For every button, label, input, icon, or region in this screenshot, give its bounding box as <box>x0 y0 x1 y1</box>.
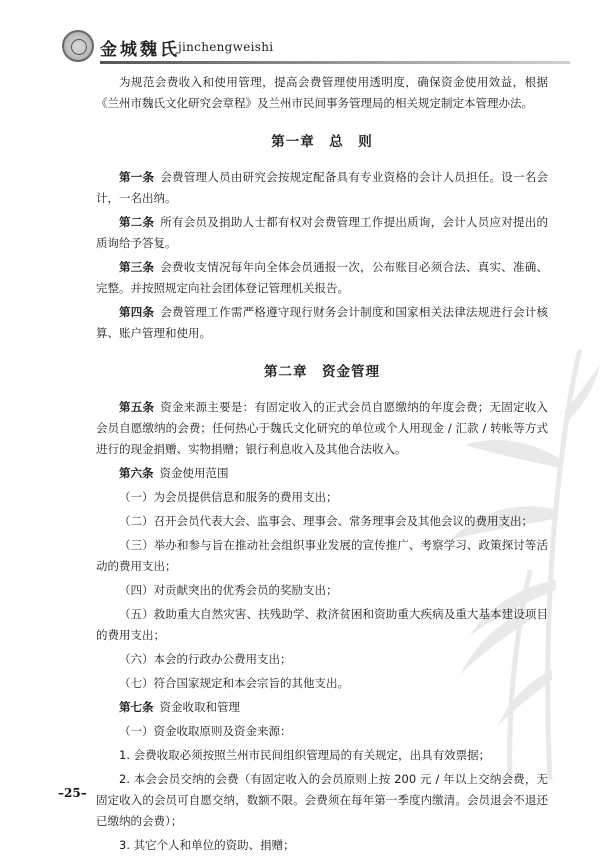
list-item: （六）本会的行政办公费用支出； <box>119 652 292 666</box>
article-label: 第二条 <box>119 215 155 229</box>
article-label: 第四条 <box>119 305 155 319</box>
list-item: （七）符合国家规定和本会宗旨的其他支出。 <box>119 676 349 690</box>
article-text: 会费管理工作需严格遵守现行财务会计制度和国家相关法律法规进行会计核算、账户管理和使用。 <box>96 305 549 340</box>
list-item: 1. 会费收取必须按照兰州市民间组织管理局的有关规定，出具有效票据； <box>119 748 491 762</box>
intro-paragraph: 为规范会费收入和使用管理，提高会费管理使用透明度，确保资金使用效益，根据《兰州市魏氏文化研究会章程》及兰州市民间事务管理局的相关规定制定本管理办法。 <box>96 75 548 110</box>
page-header <box>0 28 600 68</box>
page-number: –25– <box>58 786 87 800</box>
document-body <box>96 72 548 859</box>
chapter-2-title: 第二章 资金管理 <box>264 364 380 380</box>
article-3 <box>96 257 548 299</box>
article-7 <box>96 697 548 718</box>
header-rule <box>100 61 570 64</box>
article-text: 资金来源主要是：有固定收入的正式会员自愿缴纳的年度会费；无固定收入会员自愿缴纳的会费；任何热心于魏氏文化研究的单位或个人用现金 / 汇款 / 转帐等方式进行的现金捐赠、实物捐赠；银行利息收入及其他合法收入。 <box>96 400 549 456</box>
header-title-en: jinchengweishi <box>178 40 274 54</box>
article-label: 第七条 <box>119 700 154 714</box>
article-label: 第一条 <box>119 170 155 184</box>
article-2 <box>96 212 548 254</box>
article-text: 会费管理人员由研究会按规定配备具有专业资格的会计人员担任。设一名会计，一名出纳。 <box>96 170 549 205</box>
article-5 <box>96 397 548 460</box>
seal-logo-icon <box>62 30 94 62</box>
article-text: 资金使用范围 <box>159 466 229 480</box>
article-label: 第五条 <box>119 400 155 414</box>
chapter-1-title: 第一章 总 则 <box>271 134 373 150</box>
article-1 <box>96 167 548 209</box>
article-label: 第六条 <box>119 466 154 480</box>
list-item: （二）召开会员代表大会、监事会、理事会、常务理事会及其他会议的费用支出； <box>119 514 533 528</box>
list-item: （一）为会员提供信息和服务的费用支出； <box>119 490 338 504</box>
article-6 <box>96 463 548 484</box>
article-label: 第三条 <box>119 260 155 274</box>
article-text: 资金收取和管理 <box>159 700 240 714</box>
list-item: 3. 其它个人和单位的资助、捐赠； <box>119 838 295 852</box>
list-item: 2. 本会会员交纳的会费（有固定收入的会员原则上按 200 元 / 年以上交纳会费，无固定收入的会员可自愿交纳，数额不限。会费须在每年第一季度内缴清。会员退会不退还已缴纳的会费）； <box>96 772 548 828</box>
header-title-cn: 金城魏氏 <box>100 40 180 60</box>
list-item: （五）救助重大自然灾害、扶残助学、救济贫困和资助重大疾病及重大基本建设项目的费用支出； <box>96 607 548 642</box>
article-text: 所有会员及捐助人士都有权对会费管理工作提出质询，会计人员应对提出的质询给予答复。 <box>96 215 549 250</box>
article-4 <box>96 302 548 344</box>
list-item: （四）对贡献突出的优秀会员的奖励支出； <box>119 583 338 597</box>
article-text: 会费收支情况每年向全体会员通报一次，公布账目必须合法、真实、准确、完整。并按照规定向社会团体登记管理机关报告。 <box>96 260 549 295</box>
list-item: （三）举办和参与旨在推动社会组织事业发展的宣传推广、考察学习、政策探讨等活动的费用支出； <box>96 538 548 573</box>
list-item: （一）资金收取原则及资金来源： <box>119 724 292 738</box>
